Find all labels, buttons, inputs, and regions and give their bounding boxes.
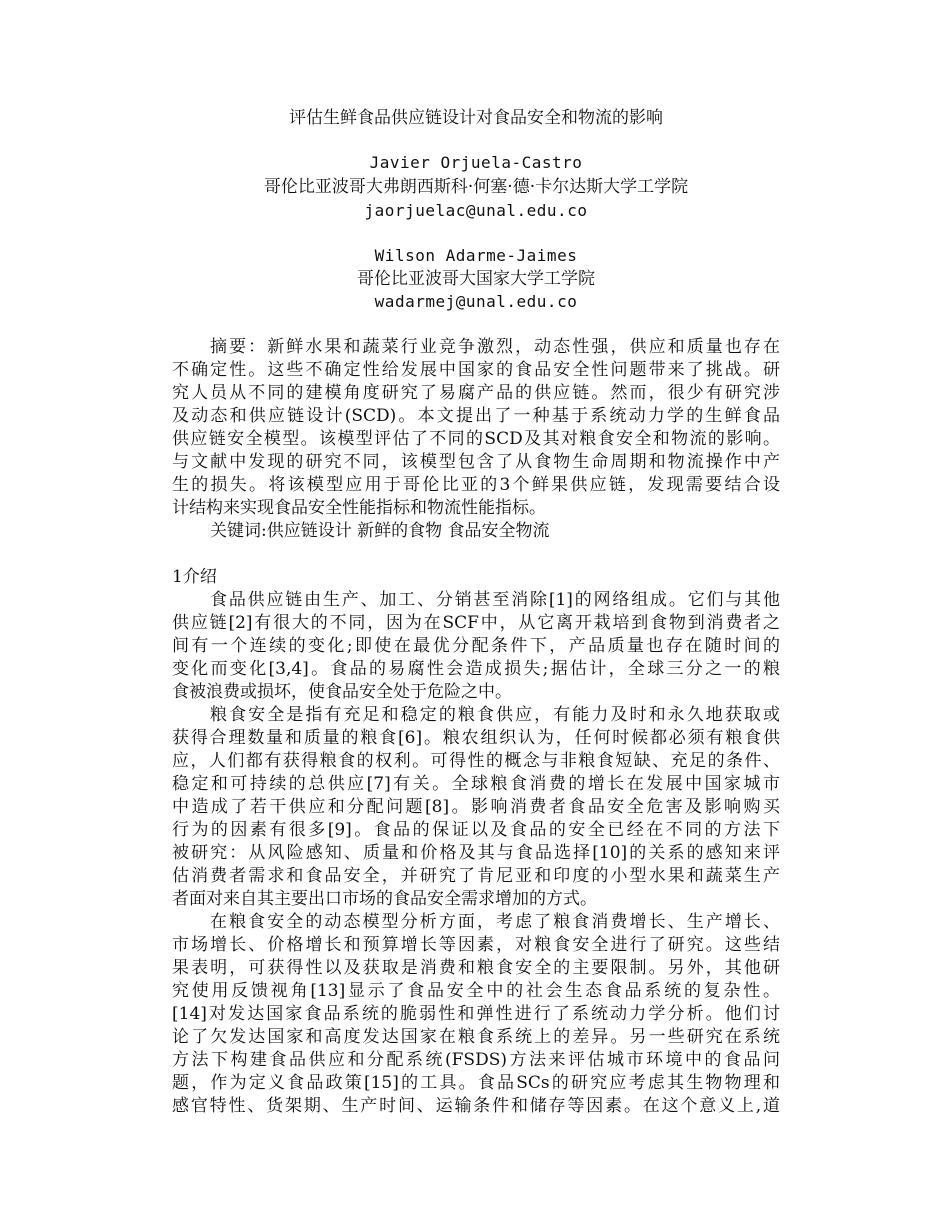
author-2-email: wadarmej@unal.edu.co — [374, 292, 578, 311]
body-line: 供应链[2]有很大的不同，因为在SCF中，从它离开栽培到食物到消费者之 — [172, 613, 780, 633]
body-line: 中造成了若干供应和分配问题[8]。影响消费者食品安全危害及影响购买 — [172, 797, 780, 817]
author-1-affiliation: 哥伦比亚波哥大弗朗西斯科·何塞·德·卡尔达斯大学工学院 — [263, 177, 689, 197]
author-2-name: Wilson Adarme-Jaimes — [374, 246, 578, 265]
abstract-line: 不确定性。这些不确定性给发展中国家的食品安全性问题带来了挑战。研 — [172, 360, 780, 380]
body-line: 被研究：从风险感知、质量和价格及其与食品选择[10]的关系的感知来评 — [172, 843, 780, 863]
author-1-email: jaorjuelac@unal.edu.co — [364, 201, 588, 220]
keywords: 关键词:供应链设计 新鲜的食物 食品安全物流 — [210, 521, 550, 541]
body-line: 究使用反馈视角[13]显示了食品安全中的社会生态食品系统的复杂性。 — [172, 981, 780, 1001]
body-line: 论了欠发达国家和高度发达国家在粮食系统上的差异。另一些研究在系统 — [172, 1027, 780, 1047]
body-line: 在粮食安全的动态模型分析方面，考虑了粮食消费增长、生产增长、 — [210, 912, 780, 932]
body-line: 者面对来自其主要出口市场的食品安全需求增加的方式。 — [172, 889, 597, 909]
body-line: 应，人们都有获得粮食的权利。可得性的概念与非粮食短缺、充足的条件、 — [172, 751, 780, 771]
abstract-line: 生的损失。将该模型应用于哥伦比亚的3个鲜果供应链，发现需要结合设 — [172, 475, 780, 495]
body-line: 估消费者需求和食品安全，并研究了肯尼亚和印度的小型水果和蔬菜生产 — [172, 866, 780, 886]
body-line: 感官特性、货架期、生产时间、运输条件和储存等因素。在这个意义上,道 — [172, 1096, 780, 1116]
body-line: 获得合理数量和质量的粮食[6]。粮农组织认为，任何时候都必须有粮食供 — [172, 728, 780, 748]
body-line: [14]对发达国家食品系统的脆弱性和弹性进行了系统动力学分析。他们讨 — [172, 1004, 780, 1024]
abstract-line: 摘要：新鲜水果和蔬菜行业竞争激烈，动态性强，供应和质量也存在 — [210, 337, 780, 357]
body-line: 题，作为定义食品政策[15]的工具。食品SCs的研究应考虑其生物物理和 — [172, 1073, 780, 1093]
body-line: 食品供应链由生产、加工、分销甚至消除[1]的网络组成。它们与其他 — [210, 590, 780, 610]
abstract-line: 究人员从不同的建模角度研究了易腐产品的供应链。然而，很少有研究涉 — [172, 383, 780, 403]
abstract-line: 供应链安全模型。该模型评估了不同的SCD及其对粮食安全和物流的影响。 — [172, 429, 780, 449]
body-line: 食被浪费或损坏，使食品安全处于危险之中。 — [172, 682, 512, 702]
body-line: 行为的因素有很多[9]。食品的保证以及食品的安全已经在不同的方法下 — [172, 820, 780, 840]
body-line: 市场增长、价格增长和预算增长等因素，对粮食安全进行了研究。这些结 — [172, 935, 780, 955]
body-line: 稳定和可持续的总供应[7]有关。全球粮食消费的增长在发展中国家城市 — [172, 774, 780, 794]
section-heading: 1介绍 — [172, 567, 217, 587]
body-line: 果表明，可获得性以及获取是消费和粮食安全的主要限制。另外，其他研 — [172, 958, 780, 978]
author-2-affiliation: 哥伦比亚波哥大国家大学工学院 — [357, 269, 595, 289]
abstract-line: 与文献中发现的研究不同，该模型包含了从食物生命周期和物流操作中产 — [172, 452, 780, 472]
body-line: 间有一个连续的变化;即使在最优分配条件下，产品质量也存在随时间的 — [172, 636, 780, 656]
abstract-line: 计结构来实现食品安全性能指标和物流性能指标。 — [172, 498, 546, 518]
body-line: 方法下构建食品供应和分配系统(FSDS)方法来评估城市环境中的食品问 — [172, 1050, 780, 1070]
body-line: 变化而变化[3,4]。食品的易腐性会造成损失;据估计，全球三分之一的粮 — [172, 659, 780, 679]
abstract-line: 及动态和供应链设计(SCD)。本文提出了一种基于系统动力学的生鲜食品 — [172, 406, 780, 426]
body-line: 粮食安全是指有充足和稳定的粮食供应，有能力及时和永久地获取或 — [210, 705, 780, 725]
author-1-name: Javier Orjuela-Castro — [369, 153, 583, 172]
paper-title: 评估生鲜食品供应链设计对食品安全和物流的影响 — [289, 108, 663, 128]
